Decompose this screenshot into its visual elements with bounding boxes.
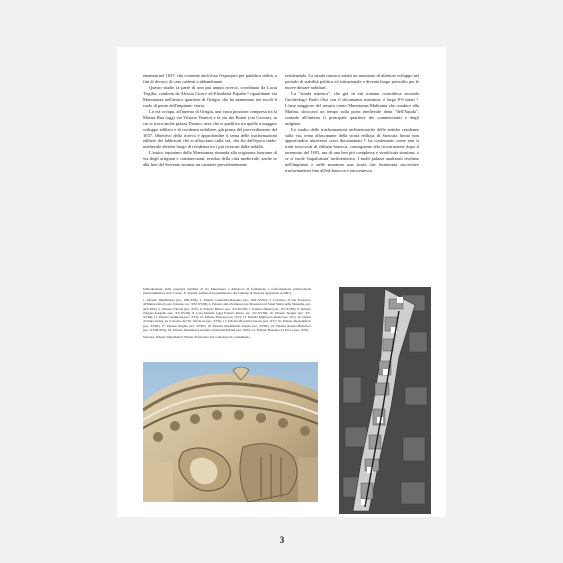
map-legend-list: 1. Palazzo Impellizzeri (sec. XIII-XIX); 2. Palazzo Landolina-Bonanno (sec. XIII-XVIII); 3. Convento di San Francesco all'Immacolata (Corte d'Assise, sec. XIV-XVIII); 4. Palazzo della Prefettura (ex Monastero di Santa Maria delle Monache, sec. XIV-XIX); 5. Palazzo Pancali (sec. XIV); 6. Palazzo Blanco (sec. XV-XVIII); 7. Palazzo Daneri (sec. XV-XVIII); 8. Palazzo Zappata-Gargallo (sec. XV-XVIII); 9. Casa Daniele (oggi Palazzo Rizza, sec. XV-XVIII); 10. Palazzo Spagna (sec. XV-XVIII); 11. Palazzo Ardizzone (sec. XVI); 12. Palazzo Pisacane (sec. XV); 13. Palazzo Migliaccio-Reale (sec. XV); 14. Chiesa di Santa Teresa, ex Convento del SS. Salvatore (sec. XVII); 15. Palazzo Beccetti-Cassone (sec. XV); 16. Palazzo Reale-Rincia (sec. XVIII); 17. Palazzo Regina (sec. XVIII); 18. Palazzo Impellizzeri-Vianisi (sec. XVIII); 19. Palazzo Romeo-Bufardeci (sec. XVIII-XIX); 20. Palazzo Interlandi-Lardolina, Interlandi-Pizzuti (sec. XIX); 21. Palazzo Bonanno-La Rocca (sec. XIX). [143, 297, 311, 333]
baroque-cornice-photo [143, 362, 318, 502]
paragraph: La "strada maestra", che già in età romana coincideva secondo l'archeologo Paolo Orsi con il decumanus maximus, è larga 8-9 metri ³. L'asse maggiore del tessuto viario Maestranza-Maltrania che conduce alla Marina, sboccava un tempo sulla porta medievale detta "dell'Aquila", creando all'interno il principale quartiere dei commercianti e degli artigiani. [285, 90, 419, 126]
page-number: 3 [279, 535, 285, 545]
photo-caption: Siracusa. Palazzo Impellizzeri Vianisi. Particolare del cornicione di coronamento. [143, 334, 251, 339]
planimetric-map [339, 287, 431, 514]
paragraph: emanata nel 1657, che consente anch'essa l'esproprio per pubblica utilità, a fini di decoro, di case cadenti o abbandonate. [143, 73, 277, 84]
paragraph: L'antico toponimo della Maestranza rimanda alla originaria funzione di via degli artigiani e commercianti, residuo della città medievale, anche se alla fine del Seicento assume un carattere prevalentemente [143, 150, 277, 168]
cornice-illustration [143, 362, 318, 502]
paragraph: La via occupa, all'interno di Ortigia, una vasta porzione compresa tra la Mastra Rua (oggi via Vittorio Veneto) e la via dei Bottai (via Cavour), in cui si trova anche piazza Duomo, area che si qualifica tra quelle a maggior sviluppo edilizio e di residenza nobiliare, già prima del provvedimento del 1637. Obiettivo della ricerca è approfondire il tema delle trasformazioni edilizie dei fabbricati che si affacciano sulla via, che fin dall'epoca tardo-medievale diviene luogo di residenza tra i più ricercati dalla nobiltà. [143, 108, 277, 150]
map-caption: Individuazione delle proprietà nobiliari di via Maestranza e dell'epoca di fondazione e trasformazione (elaborazione planivolumetrica di A. Cicero, E. Papalia, sull'aerofotogrammetrico del Comune di Siracusa aggiornato al 2001). [143, 287, 311, 296]
paragraph: Questo studio fa parte di una più ampia ricerca, coordinata da Lucia Trigilia, condotta da Alessia Cicero ed Elisabetta Papalia ² riguardante via Maestranza nell'antico quartiere di Ortigia, che ha mantenuto nei secoli il ruolo di perno dell'impianto viario. [143, 84, 277, 108]
text-column-left [143, 73, 277, 168]
text-column-right [285, 73, 419, 174]
paragraph: Lo studio delle trasformazioni architettoniche delle antiche residenze sulla via, tema affascinante della storia edilizia di Siracusa finora non approfondito attraverso scavi documentari ⁴, ha confermato come non si tratti tout-court di edilizia barocca, conseguente alla ricostruzione dopo il terremoto del 1693, ma di una ben più complessa e stratificata struttura, o se si vuole 'impalcatura' architettonica. I molti palazzi analizzati rivelano nell'impianto e nelle murature una storia che testimonia successive trasformazioni fino all'età barocca e ottocentesca. [285, 126, 419, 174]
street-plan-illustration [339, 287, 431, 514]
document-page [117, 47, 446, 545]
figure-captions [143, 287, 311, 341]
paragraph: residenziale. La strada conosce infatti un momento di ulteriore sviluppo nel periodo di stabilità politica ed istituzionale e diventa luogo prescelto per le nuove dimore nobiliari. [285, 73, 419, 90]
